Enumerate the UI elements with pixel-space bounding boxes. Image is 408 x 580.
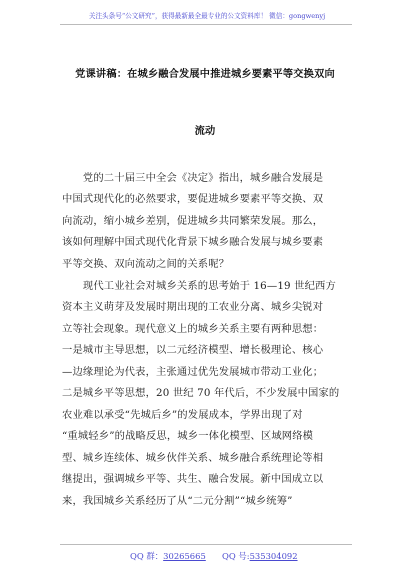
paragraph-line: 党的二十届三中全会《决定》指出，城乡融合发展是 <box>62 172 324 184</box>
header-divider <box>60 24 352 25</box>
qq-number-value[interactable]: 535304092 <box>249 551 298 561</box>
qq-group-label: QQ 群： <box>130 551 164 561</box>
paragraph-line: 继提出，强调城乡平等、共生、融合发展。新中国成立以 <box>62 473 324 485</box>
paragraph-line: 平等交换、双向流动之间的关系呢？ <box>62 258 230 270</box>
footer-qq-group <box>130 549 206 563</box>
qq-number-label: QQ 号: <box>222 551 250 561</box>
document-title-line-2: 流动 <box>194 126 216 137</box>
paragraph-line: 农业难以承受“先城后乡”的发展成本，学界出现了对 <box>62 409 303 421</box>
header-banner: 关注头条号“公文研究”，获得最新最全最专业的公文资料库！ 微信：gongwenyj <box>88 12 326 20</box>
paragraph-line: 立等社会现象。现代意义上的城乡关系主要有两种思想： <box>62 323 324 335</box>
paragraph-line: 现代工业社会对城乡关系的思考始于 16—19 世纪西方 <box>62 280 336 292</box>
paragraph-line: 来，我国城乡关系经历了从“二元分割”“城乡统筹” <box>62 495 293 507</box>
paragraph-line: “重城轻乡”的战略反思，城乡一体化模型、区域网络模 <box>62 430 314 442</box>
paragraph-line: 向流动，缩小城乡差别，促进城乡共同繁荣发展。那么， <box>62 215 324 227</box>
paragraph-line: 型、城乡连续体、城乡伙伴关系、城乡融合系统理论等相 <box>62 452 324 464</box>
footer-qq-number <box>222 549 298 563</box>
paragraph-line: 该如何理解中国式现代化背景下城乡融合发展与城乡要素 <box>62 236 324 248</box>
qq-group-number[interactable]: 30265665 <box>163 551 206 561</box>
paragraph-line: 二是城乡平等思想，20 世纪 70 年代后，不少发展中国家的 <box>62 387 340 399</box>
paragraph-line: 资本主义萌芽及发展时期出现的工农业分离、城乡尖锐对 <box>62 301 324 313</box>
paragraph-line: 中国式现代化的必然要求，要促进城乡要素平等交换、双 <box>62 193 324 205</box>
paragraph-line: —边缘理论为代表，主张通过优先发展城市带动工业化； <box>62 366 324 378</box>
document-title-line-1: 党课讲稿：在城乡融合发展中推进城乡要素平等交换双向 <box>75 69 335 80</box>
paragraph-line: 一是城市主导思想，以二元经济模型、增长极理论、核心 <box>62 344 324 356</box>
footer-divider <box>60 544 352 545</box>
